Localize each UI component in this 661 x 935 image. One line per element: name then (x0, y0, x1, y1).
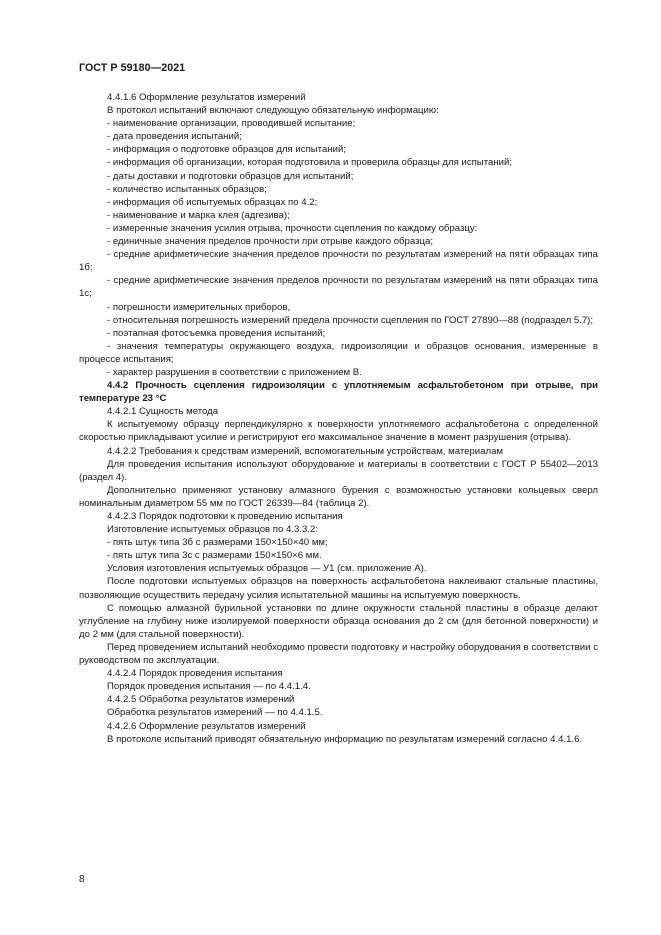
subsection-heading: 4.4.2.4 Порядок проведения испытания (107, 668, 283, 680)
section-heading-bold: 4.4.2 Прочность сцепления гидроизоляции с уплотняемым асфальтобетоном при отрыве, при температуре 23 °С (79, 380, 598, 405)
paragraph: В протокол испытаний включают следующую обязательную информацию: (107, 105, 439, 117)
list-item: - измеренные значения усилия отрыва, прочности сцепления по каждому образцу: (107, 222, 478, 234)
section-heading: 4.4.1.6 Оформление результатов измерений (107, 92, 306, 103)
standard-header: ГОСТ Р 59180—2021 (79, 62, 186, 74)
list-item: - единичные значения пределов прочности при отрыве каждого образца; (107, 236, 434, 248)
paragraph: Дополнительно применяют установку алмазного бурения с возможностью установки кольцевых сверл номинальным диаметром 55 мм по ГОСТ 26339—84 (таблица 2). (79, 484, 598, 509)
list-item: - наименование организации, проводившей испытание; (107, 118, 356, 130)
paragraph: К испытуемому образцу перпендикулярно к поверхности уплотняемого асфальтобетона с определенной скоростью прикладывают усилие и регистрируют его максимальное значение в момент разрушения (отрыва). (79, 419, 598, 444)
list-item: - средние арифметические значения пределов прочности по результатам измерений на пяти образцах типа 1б; (79, 249, 598, 274)
subsection-heading: 4.4.2.3 Порядок подготовки к проведению испытания (107, 511, 343, 522)
paragraph: С помощью алмазной бурильной установки по длине окружности стальной пластины в образце делают углубление на глубину ниже изолируемой поверхности образца основания до 2 см (для бетонной поверхности) и до 2 мм (для стальной поверхности). (79, 602, 598, 640)
list-item: - средние арифметические значения пределов прочности по результатам измерений на пяти образцах типа 1с; (79, 275, 598, 300)
list-item: - наименование и марка клея (адгезива); (107, 209, 290, 221)
list-item: - характер разрушения в соответствии с приложением В. (107, 366, 362, 378)
subsection-heading: 4.4.2.6 Оформление результатов измерений (107, 720, 306, 732)
paragraph: Перед проведением испытаний необходимо провести подготовку и настройку оборудования в соответствии с руководством по эксплуатации. (79, 641, 598, 667)
list-item: - даты доставки и подготовки образцов для испытаний; (107, 170, 354, 182)
paragraph: Для проведения испытания используют оборудование и материалы в соответствии с ГОСТ Р 55402—2013 (раздел 4). (79, 458, 598, 483)
paragraph: Изготовление испытуемых образцов по 4.3.3.2: (107, 524, 319, 536)
subsection-heading: 4.4.2.2 Требования к средствам измерений, вспомогательным устройствам, материалам (107, 445, 504, 457)
page-number: 8 (79, 874, 85, 885)
document-body (79, 91, 598, 746)
list-item: - информация об испытуемых образцах по 4.2; (107, 196, 318, 208)
paragraph: Порядок проведения испытания — по 4.4.1.4. (107, 681, 311, 693)
paragraph: После подготовки испытуемых образцов на поверхность асфальтобетона наклеивают стальные пластины, позволяющие осуществить передачу усилия испытательной машины на испытуемую поверхность. (79, 576, 598, 601)
paragraph: Условия изготовления испытуемых образцов — У1 (см. приложение А). (107, 563, 427, 575)
list-item: - дата проведения испытаний; (107, 131, 242, 143)
list-item: - погрешности измерительных приборов, (107, 301, 291, 313)
list-item: - значения температуры окружающего воздуха, гидроизоляции и образцов основания, измеренные в процессе испытания; (79, 340, 598, 365)
list-item: - поэтапная фотосъемка проведения испытаний; (107, 327, 326, 339)
subsection-heading: 4.4.2.1 Сущность метода (107, 406, 219, 418)
list-item: - пять штук типа 3с с размерами 150×150×6 мм. (107, 550, 322, 562)
list-item: - пять штук типа 3б с размерами 150×150×40 мм; (107, 537, 328, 549)
list-item: - информация об организации, которая подготовила и проверила образцы для испытаний; (107, 157, 513, 169)
list-item: - количество испытанных образцов; (107, 183, 267, 195)
subsection-heading: 4.4.2.5 Обработка результатов измерений (107, 694, 295, 706)
list-item: - относительная погрешность измерений предела прочности сцепления по ГОСТ 27890—88 (подраздел 5.7); (107, 314, 594, 326)
list-item: - информация о подготовке образцов для испытаний; (107, 144, 346, 156)
paragraph: Обработка результатов измерений — по 4.4.1.5. (107, 707, 323, 719)
paragraph: В протоколе испытаний приводят обязательную информацию по результатам измерений согласно 4.4.1.6. (107, 733, 583, 745)
